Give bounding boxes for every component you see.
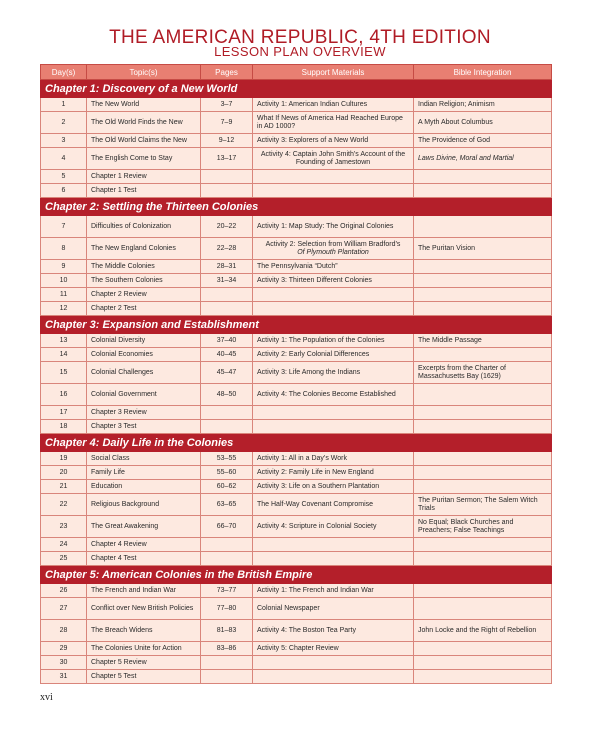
table-row (41, 598, 552, 620)
day-cell: 4 (41, 148, 87, 170)
table-row (41, 452, 552, 466)
topic-cell: The Southern Colonies (87, 274, 201, 288)
day-cell: 24 (41, 538, 87, 552)
support-cell (253, 656, 414, 670)
support-cell: Activity 4: The Colonies Become Established (253, 384, 414, 406)
pages-cell: 60–62 (201, 480, 253, 494)
table-row (41, 302, 552, 316)
table-row (41, 420, 552, 434)
support-cell: Activity 1: Map Study: The Original Colonies (253, 216, 414, 238)
support-cell: The Pennsylvania “Dutch” (253, 260, 414, 274)
day-cell: 16 (41, 384, 87, 406)
topic-cell: Chapter 2 Review (87, 288, 201, 302)
day-cell: 10 (41, 274, 87, 288)
day-cell: 29 (41, 642, 87, 656)
topic-cell: The Colonies Unite for Action (87, 642, 201, 656)
table-row (41, 134, 552, 148)
table-row (41, 516, 552, 538)
pages-cell: 7–9 (201, 112, 253, 134)
pages-cell: 13–17 (201, 148, 253, 170)
day-cell: 31 (41, 670, 87, 684)
bible-cell (414, 466, 552, 480)
topic-cell: The New England Colonies (87, 238, 201, 260)
pages-cell: 53–55 (201, 452, 253, 466)
topic-cell: The Breach Widens (87, 620, 201, 642)
support-cell: Activity 3: Explorers of a New World (253, 134, 414, 148)
bible-cell: The Middle Passage (414, 334, 552, 348)
support-cell: Activity 4: The Boston Tea Party (253, 620, 414, 642)
topic-cell: Chapter 3 Test (87, 420, 201, 434)
pages-cell (201, 656, 253, 670)
day-cell: 23 (41, 516, 87, 538)
support-cell: Activity 4: Scripture in Colonial Society (253, 516, 414, 538)
day-cell: 26 (41, 584, 87, 598)
table-row (41, 620, 552, 642)
chapter-title: Chapter 5: American Colonies in the British Empire (41, 566, 552, 584)
bible-cell (414, 452, 552, 466)
bible-cell: No Equal; Black Churches and Preachers; False Teachings (414, 516, 552, 538)
header-support-materials: Support Materials (253, 65, 414, 80)
pages-cell: 3–7 (201, 98, 253, 112)
support-cell: Activity 1: All in a Day’s Work (253, 452, 414, 466)
table-row (41, 98, 552, 112)
chapter-title: Chapter 4: Daily Life in the Colonies (41, 434, 552, 452)
day-cell: 17 (41, 406, 87, 420)
support-cell (253, 552, 414, 566)
table-row (41, 288, 552, 302)
table-row (41, 384, 552, 406)
bible-cell (414, 656, 552, 670)
header-pages: Pages (201, 65, 253, 80)
topic-cell: Chapter 2 Test (87, 302, 201, 316)
pages-cell: 73–77 (201, 584, 253, 598)
bible-cell (414, 288, 552, 302)
day-cell: 1 (41, 98, 87, 112)
day-cell: 2 (41, 112, 87, 134)
topic-cell: The Old World Finds the New (87, 112, 201, 134)
topic-cell: Colonial Economies (87, 348, 201, 362)
bible-cell (414, 302, 552, 316)
topic-cell: Chapter 4 Review (87, 538, 201, 552)
topic-cell: The Great Awakening (87, 516, 201, 538)
day-cell: 8 (41, 238, 87, 260)
support-cell: Activity 3: Thirteen Different Colonies (253, 274, 414, 288)
pages-cell: 28–31 (201, 260, 253, 274)
support-cell: Activity 1: The Population of the Colonies (253, 334, 414, 348)
bible-cell (414, 480, 552, 494)
topic-cell: The English Come to Stay (87, 148, 201, 170)
pages-cell (201, 406, 253, 420)
day-cell: 15 (41, 362, 87, 384)
table-row (41, 238, 552, 260)
topic-cell: Chapter 3 Review (87, 406, 201, 420)
bible-cell: A Myth About Columbus (414, 112, 552, 134)
support-cell: The Half-Way Covenant Compromise (253, 494, 414, 516)
table-row (41, 584, 552, 598)
topic-cell: Education (87, 480, 201, 494)
bible-cell (414, 260, 552, 274)
day-cell: 13 (41, 334, 87, 348)
chapter-title: Chapter 2: Settling the Thirteen Colonies (41, 198, 552, 216)
topic-cell: The New World (87, 98, 201, 112)
support-cell: Activity 1: The French and Indian War (253, 584, 414, 598)
day-cell: 25 (41, 552, 87, 566)
table-row (41, 642, 552, 656)
support-cell (253, 238, 414, 260)
pages-cell: 9–12 (201, 134, 253, 148)
pages-cell: 83–86 (201, 642, 253, 656)
table-row (41, 260, 552, 274)
bible-cell (414, 406, 552, 420)
support-cell (253, 420, 414, 434)
pages-cell: 77–80 (201, 598, 253, 620)
pages-cell (201, 552, 253, 566)
day-cell: 9 (41, 260, 87, 274)
support-cell: Activity 2: Family Life in New England (253, 466, 414, 480)
topic-cell: Chapter 1 Review (87, 170, 201, 184)
chapter-header-row (41, 198, 552, 216)
support-cell (253, 406, 414, 420)
page-number: xvi (40, 692, 53, 703)
bible-cell (414, 420, 552, 434)
day-cell: 14 (41, 348, 87, 362)
table-row (41, 274, 552, 288)
bible-cell (414, 274, 552, 288)
bible-cell (414, 216, 552, 238)
table-row (41, 148, 552, 170)
support-cell: Activity 1: American Indian Cultures (253, 98, 414, 112)
header-days: Day(s) (41, 65, 87, 80)
chapter-title: Chapter 1: Discovery of a New World (41, 80, 552, 98)
support-cell: Activity 3: Life on a Southern Plantation (253, 480, 414, 494)
day-cell: 12 (41, 302, 87, 316)
pages-cell: 66–70 (201, 516, 253, 538)
pages-cell (201, 184, 253, 198)
chapter-title: Chapter 3: Expansion and Establishment (41, 316, 552, 334)
day-cell: 20 (41, 466, 87, 480)
topic-cell: Chapter 5 Review (87, 656, 201, 670)
table-row (41, 334, 552, 348)
topic-cell: Family Life (87, 466, 201, 480)
pages-cell: 20–22 (201, 216, 253, 238)
pages-cell: 48–50 (201, 384, 253, 406)
support-cell (253, 302, 414, 316)
support-cell (253, 538, 414, 552)
support-text: Activity 2: Selection from William Bradford’s (265, 240, 401, 248)
support-cell: Activity 5: Chapter Review (253, 642, 414, 656)
bible-cell (414, 384, 552, 406)
table-row (41, 494, 552, 516)
day-cell: 18 (41, 420, 87, 434)
document-title: THE AMERICAN REPUBLIC, 4TH EDITION (109, 27, 491, 48)
table-row (41, 170, 552, 184)
day-cell: 27 (41, 598, 87, 620)
bible-cell (414, 552, 552, 566)
day-cell: 7 (41, 216, 87, 238)
bible-cell: The Puritan Vision (414, 238, 552, 260)
support-cell: Activity 3: Life Among the Indians (253, 362, 414, 384)
day-cell: 22 (41, 494, 87, 516)
topic-cell: Social Class (87, 452, 201, 466)
topic-cell: The Middle Colonies (87, 260, 201, 274)
support-cell: Activity 4: Captain John Smith’s Account of the Founding of Jamestown (253, 148, 414, 170)
table-row (41, 406, 552, 420)
pages-cell: 22–28 (201, 238, 253, 260)
table-row (41, 538, 552, 552)
support-cell (253, 184, 414, 198)
support-cell: What If News of America Had Reached Europe in AD 1000? (253, 112, 414, 134)
topic-cell: Colonial Challenges (87, 362, 201, 384)
day-cell: 28 (41, 620, 87, 642)
topic-cell: Conflict over New British Policies (87, 598, 201, 620)
pages-cell: 81–83 (201, 620, 253, 642)
pages-cell: 55–60 (201, 466, 253, 480)
table-row (41, 466, 552, 480)
day-cell: 6 (41, 184, 87, 198)
bible-cell (414, 348, 552, 362)
bible-cell (414, 642, 552, 656)
topic-cell: Chapter 5 Test (87, 670, 201, 684)
bible-cell (414, 670, 552, 684)
support-italic-text: Of Plymouth Plantation (297, 248, 369, 256)
bible-cell (414, 184, 552, 198)
table-row (41, 362, 552, 384)
bible-cell: The Puritan Sermon; The Salem Witch Trials (414, 494, 552, 516)
day-cell: 3 (41, 134, 87, 148)
pages-cell (201, 170, 253, 184)
bible-cell: The Providence of God (414, 134, 552, 148)
table-row (41, 216, 552, 238)
pages-cell: 37–40 (201, 334, 253, 348)
table-row (41, 480, 552, 494)
bible-cell: Indian Religion; Animism (414, 98, 552, 112)
bible-cell: Excerpts from the Charter of Massachusetts Bay (1629) (414, 362, 552, 384)
table-header-row (41, 65, 552, 80)
pages-cell: 31–34 (201, 274, 253, 288)
day-cell: 21 (41, 480, 87, 494)
table-row (41, 184, 552, 198)
pages-cell (201, 420, 253, 434)
topic-cell: Religious Background (87, 494, 201, 516)
chapter-header-row (41, 434, 552, 452)
pages-cell (201, 670, 253, 684)
day-cell: 30 (41, 656, 87, 670)
table-row (41, 112, 552, 134)
topic-cell: The French and Indian War (87, 584, 201, 598)
bible-cell (414, 598, 552, 620)
chapter-header-row (41, 80, 552, 98)
bible-cell: Laws Divine, Moral and Martial (414, 148, 552, 170)
bible-cell (414, 584, 552, 598)
support-cell: Activity 2: Early Colonial Differences (253, 348, 414, 362)
pages-cell (201, 288, 253, 302)
support-cell (253, 170, 414, 184)
table-row (41, 656, 552, 670)
pages-cell: 45–47 (201, 362, 253, 384)
table-row (41, 670, 552, 684)
bible-cell: John Locke and the Right of Rebellion (414, 620, 552, 642)
day-cell: 19 (41, 452, 87, 466)
topic-cell: The Old World Claims the New (87, 134, 201, 148)
bible-cell (414, 170, 552, 184)
pages-cell: 63–65 (201, 494, 253, 516)
table-row (41, 552, 552, 566)
day-cell: 5 (41, 170, 87, 184)
day-cell: 11 (41, 288, 87, 302)
bible-cell (414, 538, 552, 552)
support-cell (253, 288, 414, 302)
chapter-header-row (41, 566, 552, 584)
topic-cell: Difficulties of Colonization (87, 216, 201, 238)
document-subtitle: LESSON PLAN OVERVIEW (214, 44, 386, 59)
header-bible-integration: Bible Integration (414, 65, 552, 80)
support-cell (253, 670, 414, 684)
topic-cell: Chapter 4 Test (87, 552, 201, 566)
table-row (41, 348, 552, 362)
table-body (41, 80, 552, 684)
topic-cell: Colonial Diversity (87, 334, 201, 348)
chapter-header-row (41, 316, 552, 334)
lesson-plan-table (40, 64, 552, 684)
pages-cell: 40–45 (201, 348, 253, 362)
topic-cell: Colonial Government (87, 384, 201, 406)
support-cell: Colonial Newspaper (253, 598, 414, 620)
topic-cell: Chapter 1 Test (87, 184, 201, 198)
pages-cell (201, 538, 253, 552)
header-topics: Topic(s) (87, 65, 201, 80)
pages-cell (201, 302, 253, 316)
